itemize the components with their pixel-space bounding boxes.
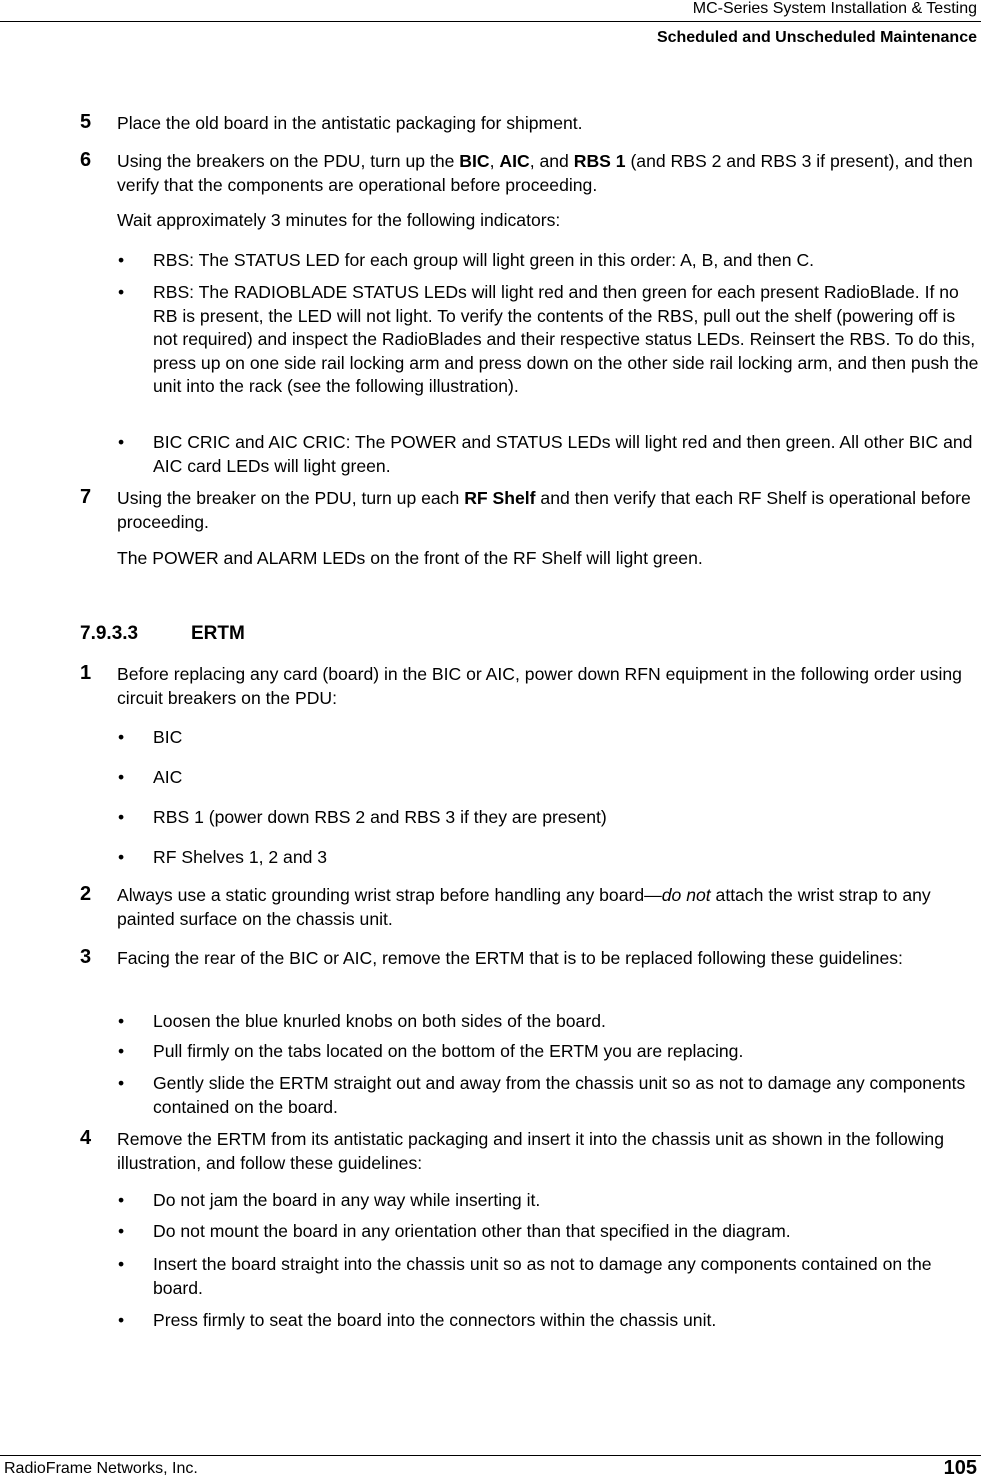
ertm-step-3-bullet-3: Gently slide the ERTM straight out and away from the chassis unit so as not to damage any components contained on the board. <box>153 1073 966 1117</box>
ertm-step-1-bullet-2: AIC <box>153 767 183 787</box>
step-6-sep1: , <box>489 151 500 171</box>
bullet-icon: • <box>118 1041 125 1061</box>
step-6-bullet-3: BIC CRIC and AIC CRIC: The POWER and STATUS LEDs will light red and then green. All other BIC and AIC card LEDs will light green. <box>153 432 973 476</box>
ertm-step-2-emphasis: do not <box>661 885 711 905</box>
bullet-icon: • <box>118 1310 125 1330</box>
bullet-icon: • <box>118 727 125 747</box>
step-7-pre: Using the breaker on the PDU, turn up each <box>117 488 465 508</box>
footer-company: RadioFrame Networks, Inc. <box>4 1460 198 1477</box>
step-6-bic: BIC <box>459 151 490 171</box>
step-7-note: The POWER and ALARM LEDs on the front of the RF Shelf will light green. <box>117 548 703 568</box>
step-7-number: 7 <box>80 486 92 508</box>
ertm-step-2-number: 2 <box>80 883 92 905</box>
step-6-aic: AIC <box>499 151 530 171</box>
ertm-step-3-bullet-2: Pull firmly on the tabs located on the bottom of the ERTM you are replacing. <box>153 1041 744 1061</box>
bullet-icon: • <box>118 432 125 452</box>
step-5-text: Place the old board in the antistatic packaging for shipment. <box>117 113 583 133</box>
bullet-icon: • <box>118 250 125 270</box>
ertm-step-4-bullet-1: Do not jam the board in any way while inserting it. <box>153 1190 541 1210</box>
ertm-step-4-bullet-4: Press firmly to seat the board into the connectors within the chassis unit. <box>153 1310 717 1330</box>
step-5-number: 5 <box>80 111 92 133</box>
header-title: MC-Series System Installation & Testing <box>692 0 977 17</box>
step-6-number: 6 <box>80 149 92 171</box>
ertm-step-2-pre: Always use a static grounding wrist strap before handling any board— <box>117 885 662 905</box>
step-6-bullet-1: RBS: The STATUS LED for each group will light green in this order: A, B, and then C. <box>153 250 815 270</box>
bullet-icon: • <box>118 847 125 867</box>
ertm-step-3-number: 3 <box>80 946 92 968</box>
step-6-sep2: , and <box>529 151 574 171</box>
section-number: 7.9.3.3 <box>80 623 139 644</box>
bullet-icon: • <box>118 1221 125 1241</box>
section-heading <box>80 623 245 645</box>
ertm-step-1-number: 1 <box>80 662 92 684</box>
bullet-icon: • <box>118 807 125 827</box>
footer-rule <box>0 1455 981 1456</box>
ertm-step-4-bullet-3: Insert the board straight into the chassis unit so as not to damage any components contained on the board. <box>153 1254 932 1298</box>
ertm-step-4-text: Remove the ERTM from its antistatic packaging and insert it into the chassis unit as shown in the following illustration, and follow these guidelines: <box>117 1129 944 1173</box>
bullet-icon: • <box>118 1011 125 1031</box>
header-subtitle: Scheduled and Unscheduled Maintenance <box>656 29 977 46</box>
ertm-step-3-text: Facing the rear of the BIC or AIC, remove the ERTM that is to be replaced following these guidelines: <box>117 948 903 968</box>
ertm-step-2-post: attach the wrist strap to any painted surface on the chassis unit. <box>117 885 931 929</box>
step-7-post: and then verify that each RF Shelf is operational before proceeding. <box>117 488 971 532</box>
bullet-icon: • <box>118 282 125 302</box>
step-6-post: (and RBS 2 and RBS 3 if present), and then verify that the components are operational before proceeding. <box>117 151 973 195</box>
step-7-rf-shelf: RF Shelf <box>464 488 536 508</box>
step-6-bullet-2: RBS: The RADIOBLADE STATUS LEDs will light red and then green for each present RadioBlade. If no RB is present, the LED will not light. To verify the contents of the RBS, pull out the shelf (powering off is not required) and inspect the RadioBlades and their respective status LEDs. Reinsert the RBS. To do this, press up on one side rail locking arm and press down on the other side rail locking arm, and then push the unit into the rack (see the following illustration). <box>153 282 979 396</box>
ertm-step-1-text: Before replacing any card (board) in the BIC or AIC, power down RFN equipment in the following order using circuit breakers on the PDU: <box>117 664 962 708</box>
header-rule <box>0 21 981 22</box>
bullet-icon: • <box>118 1254 125 1274</box>
ertm-step-1-bullet-1: BIC <box>153 727 183 747</box>
bullet-icon: • <box>118 1073 125 1093</box>
page-number: 105 <box>943 1457 977 1479</box>
ertm-step-1-bullet-4: RF Shelves 1, 2 and 3 <box>153 847 328 867</box>
step-6-text <box>117 150 979 197</box>
ertm-step-4-number: 4 <box>80 1127 92 1149</box>
section-title: ERTM <box>191 623 245 644</box>
bullet-icon: • <box>118 767 125 787</box>
ertm-step-1-bullet-3: RBS 1 (power down RBS 2 and RBS 3 if they are present) <box>153 807 607 827</box>
step-6-rbs1: RBS 1 <box>573 151 626 171</box>
step-6-pre: Using the breakers on the PDU, turn up the <box>117 151 460 171</box>
ertm-step-2-text <box>117 884 979 931</box>
step-7-text <box>117 487 979 534</box>
ertm-step-4-bullet-2: Do not mount the board in any orientation other than that specified in the diagram. <box>153 1221 791 1241</box>
step-6-wait: Wait approximately 3 minutes for the following indicators: <box>117 210 561 230</box>
bullet-icon: • <box>118 1190 125 1210</box>
ertm-step-3-bullet-1: Loosen the blue knurled knobs on both sides of the board. <box>153 1011 606 1031</box>
